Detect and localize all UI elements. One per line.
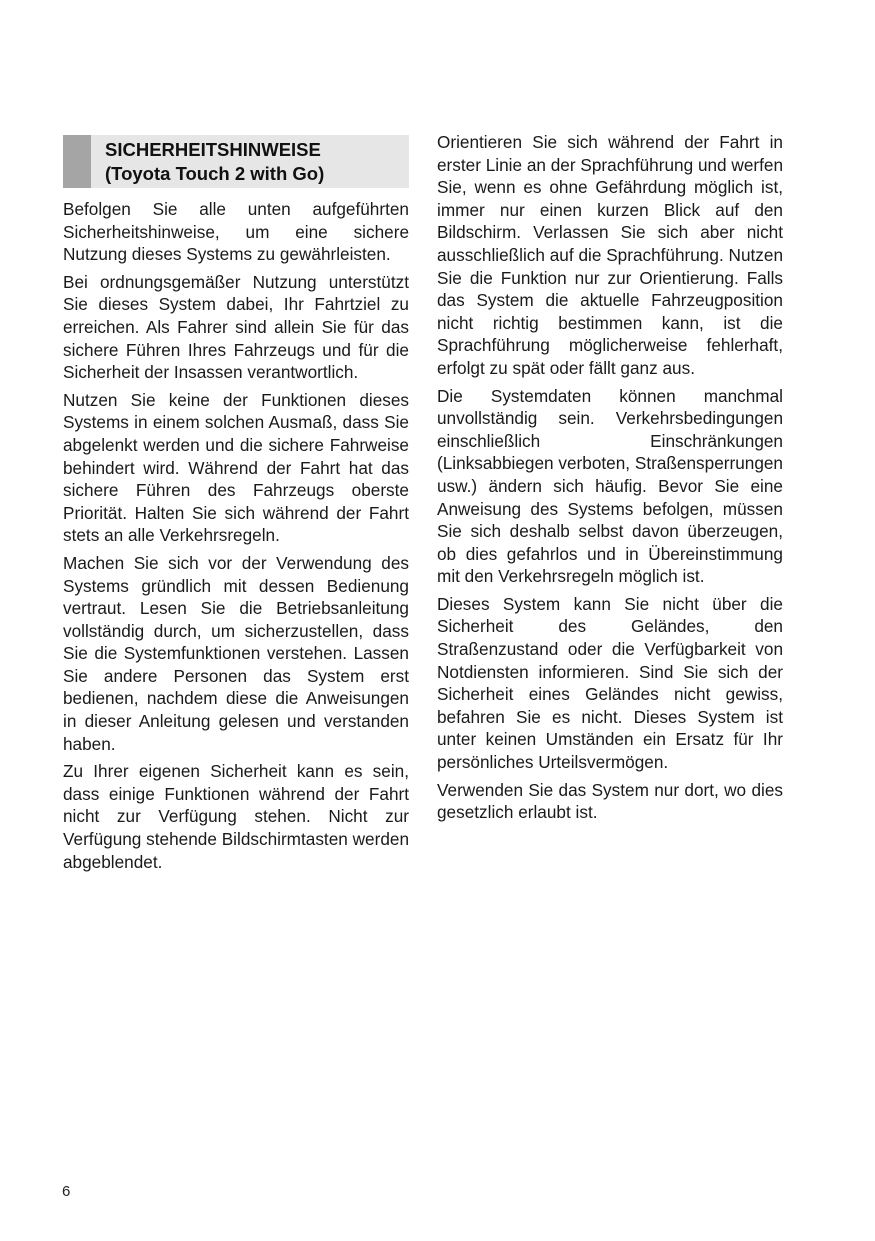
paragraph: Zu Ihrer eigenen Sicherheit kann es sein, dass einige Funktionen während der Fahrt nicht zur Verfügung stehen. Nicht zur Verfügung stehende Bildschirmtasten werden abgeblendet. [63,761,409,872]
paragraph: Machen Sie sich vor der Verwendung des Systems gründlich mit dessen Bedienung vertraut. Lesen Sie die Betriebsanleitung vollständig durch, um sicherzustellen, dass Sie die Systemfunktionen verstehen. Lassen Sie andere Personen das System erst bedienen, nachdem diese die Anweisungen in dieser Anleitung gelesen und verstanden haben. [63,552,409,754]
section-title-line-2: (Toyota Touch 2 with Go) [105,162,325,184]
paragraph: Die Systemdaten können manchmal unvollständig sein. Verkehrsbedingungen einschließlich Einschränkungen (Linksabbiegen verboten, Straßensperrungen usw.) ändern sich häufig. Bevor Sie eine Anweisung des Systems befolgen, müssen Sie sich deshalb selbst davon überzeugen, ob dies gefahrlos und in Übereinstimmung mit den Verkehrsregeln möglich ist. [437,385,783,587]
section-title [91,135,324,188]
paragraph: Befolgen Sie alle unten aufgeführten Sicherheitshinweise, um eine sichere Nutzung dieses Systems zu gewährleisten. [63,199,409,265]
paragraph: Nutzen Sie keine der Funktionen dieses Systems in einem solchen Ausmaß, dass Sie abgelenkt werden und die sichere Fahrweise behindert wird. Während der Fahrt hat das sichere Führen des Fahrzeugs oberste Priorität. Halten Sie sich während der Fahrt stets an alle Verkehrsregeln. [63,389,409,546]
paragraph: Dieses System kann Sie nicht über die Sicherheit des Geländes, den Straßenzustand oder die Verfügbarkeit von Notdiensten informieren. Sind Sie sich der Sicherheit eines Geländes nicht gewiss, befahren Sie es nicht. Dieses System ist unter keinen Umständen ein Ersatz für Ihr persönliches Urteilsvermögen. [437,593,783,773]
heading-accent-bar [63,135,91,188]
paragraph: Bei ordnungsgemäßer Nutzung unterstützt Sie dieses System dabei, Ihr Fahrtziel zu erreichen. Als Fahrer sind allein Sie für das sichere Führen Ihres Fahrzeugs und für die Sicherheit der Insassen verantwortlich. [63,271,409,383]
right-column [437,131,783,829]
section-title-line-1: SICHERHEITSHINWEISE [105,139,321,160]
paragraph: Verwenden Sie das System nur dort, wo dies gesetzlich erlaubt ist. [437,779,783,823]
section-heading [63,135,409,188]
paragraph: Orientieren Sie sich während der Fahrt in erster Linie an der Sprachführung und werfen Sie, wenn es ohne Gefährdung möglich ist, immer nur einen kurzen Blick auf den Bildschirm. Verlassen Sie sich aber nicht ausschließlich auf die Sprachführung. Nutzen Sie die Funktion nur zur Orientierung. Falls das System die aktuelle Fahrzeugposition nicht richtig bestimmen kann, ist die Sprachführung möglicherweise fehlerhaft, erfolgt zu spät oder fällt ganz aus. [437,132,783,378]
left-column [63,131,409,878]
page-number: 6 [62,1183,71,1200]
